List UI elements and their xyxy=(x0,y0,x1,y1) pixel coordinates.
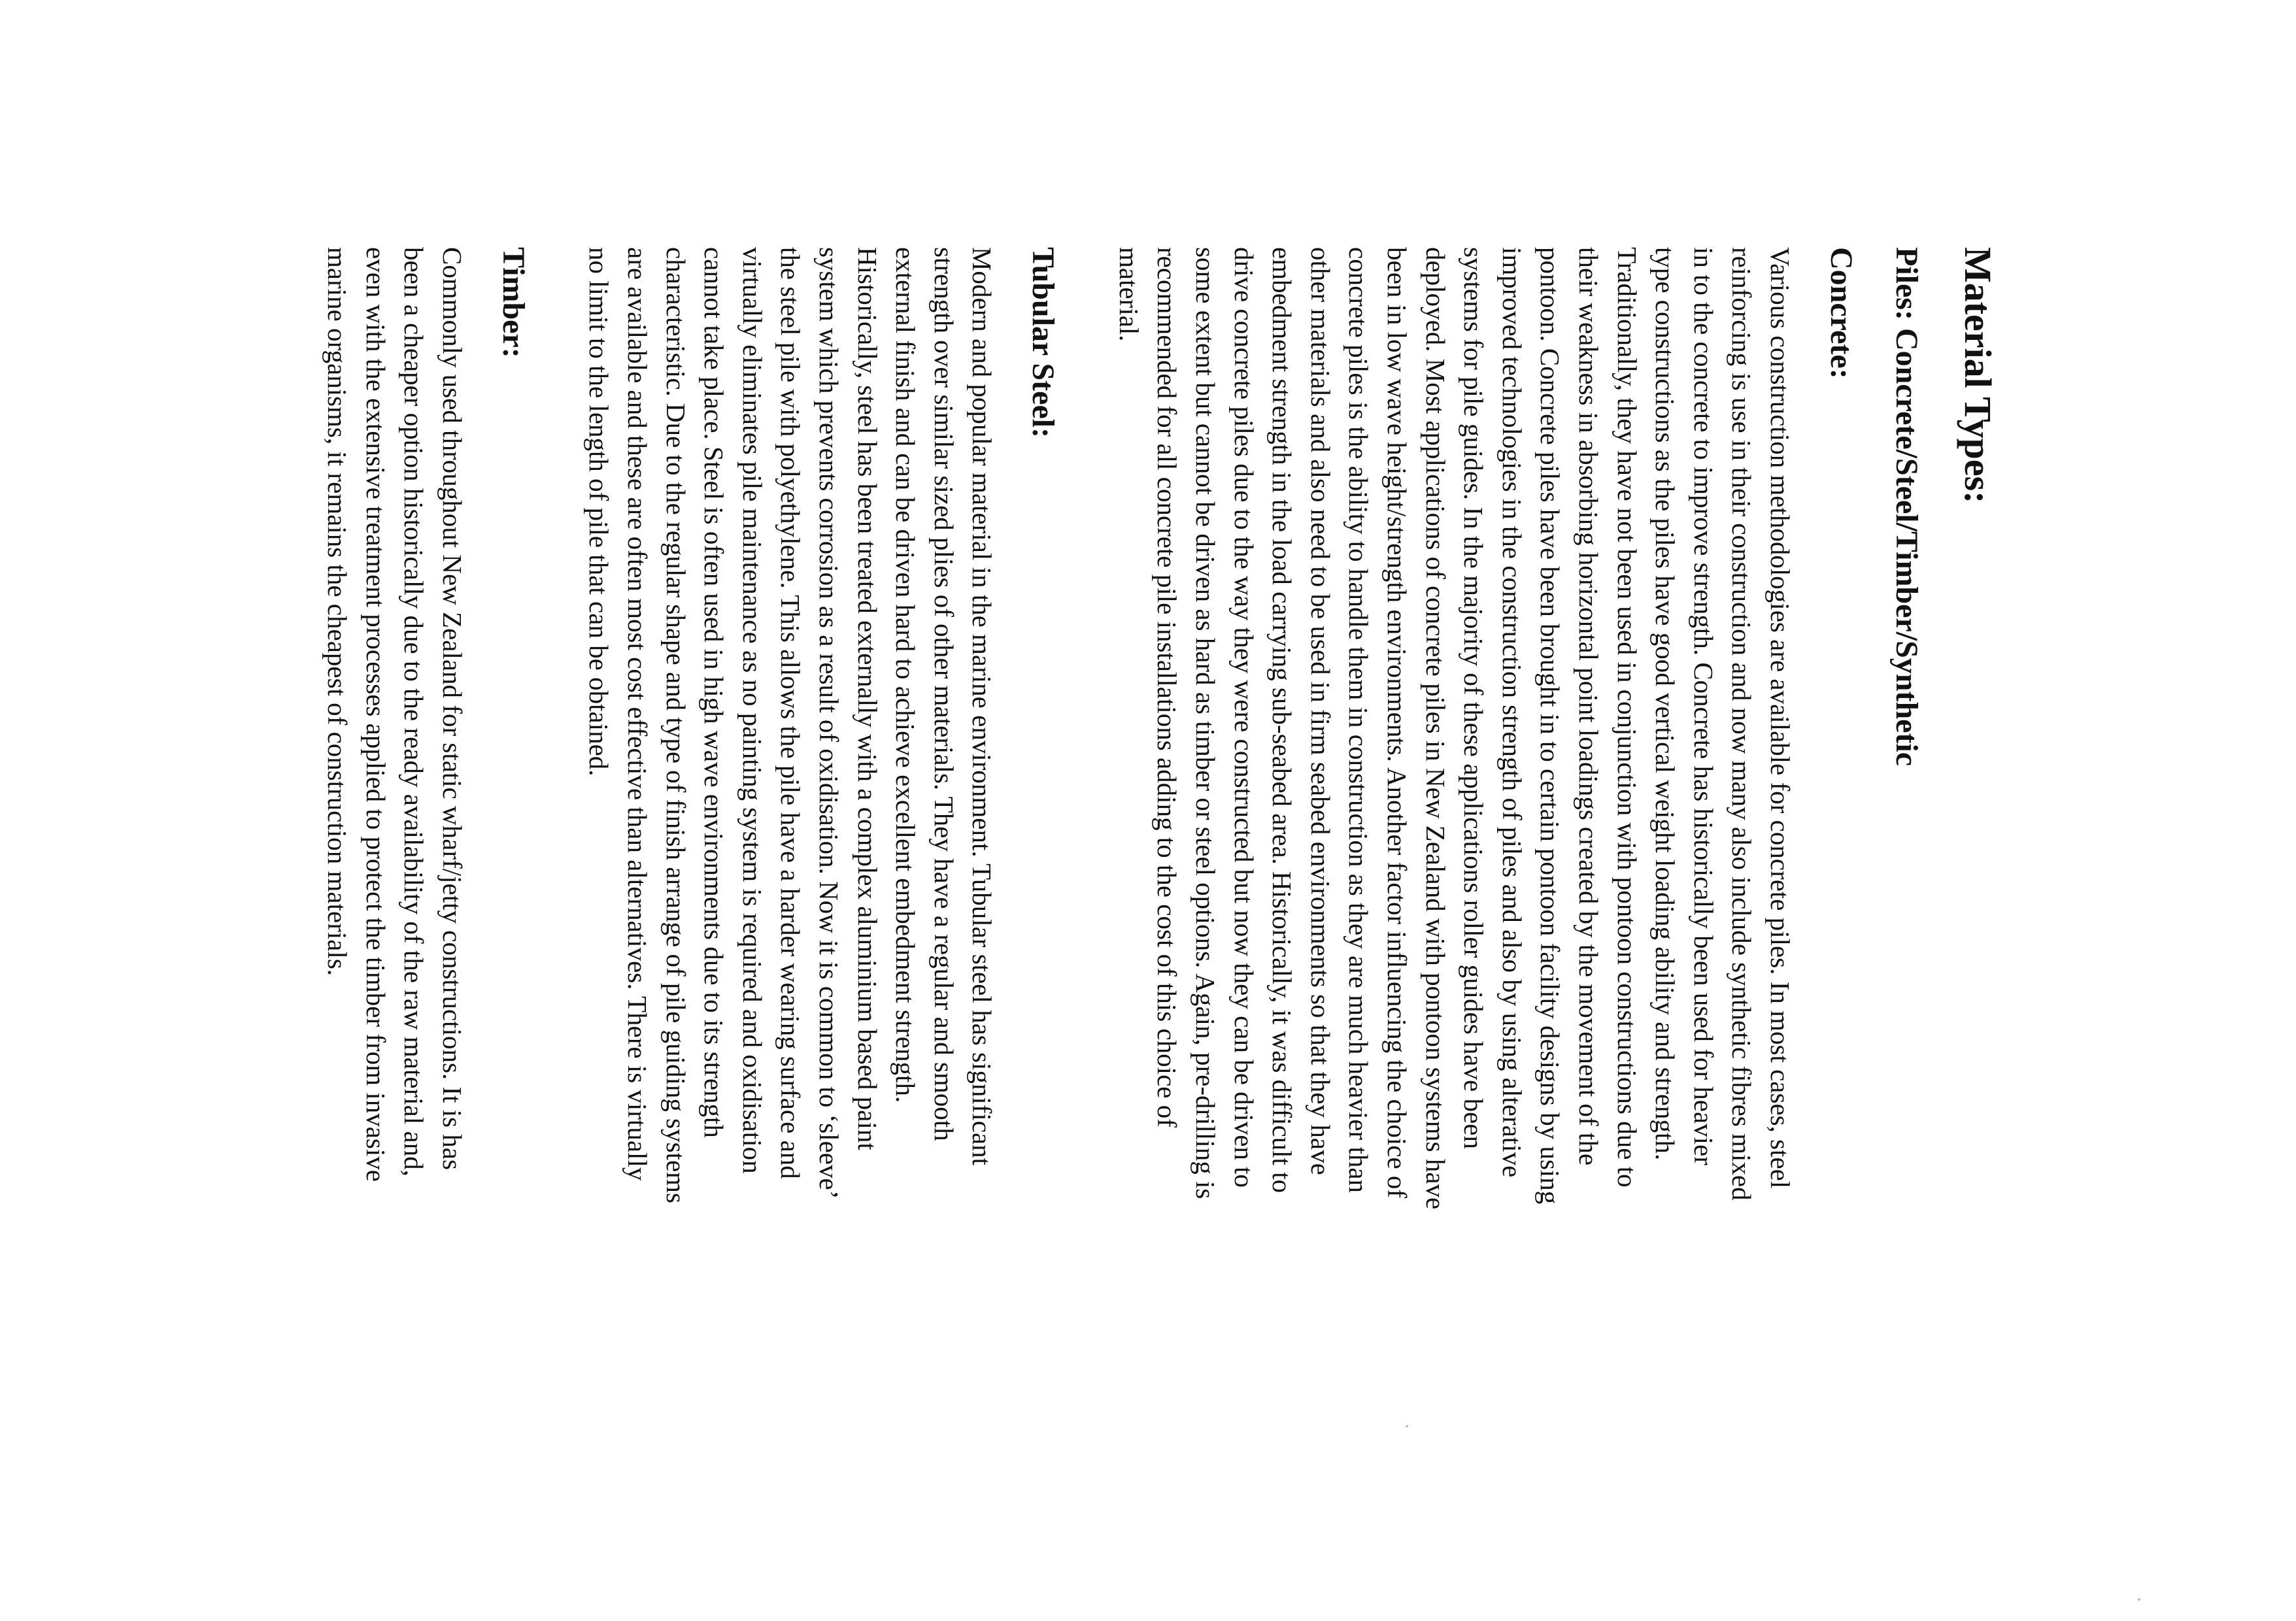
section-body-timber: Commonly used throughout New Zealand for static wharf/jetty constructions. It is has been a cheaper option historically due to the ready availability of the raw material and, even with the extensive treatment processes applied to protect the timber from invasive marine organisms, it remains the cheapest of construction materials. xyxy=(322,247,467,1182)
section-tubular-steel xyxy=(580,247,1063,1476)
section-heading-concrete: Concrete: xyxy=(1824,247,1859,379)
document-title: Material Types: xyxy=(1957,247,1999,504)
document-subtitle: Piles: Concrete/Steel/Timber/Synthetic xyxy=(1889,247,1924,767)
section-timber xyxy=(318,247,532,1476)
section-body-concrete: Various construction methodologies are available for concrete piles. In most cases, steel reinforcing is use in their construction and now many also include synthetic fibres mixed in to the concrete to improve strength. Concrete has historically been used for heavier type constructions as the piles have good vertical weight loading ability and strength. Traditionally, they have not been used in conjunction with pontoon constructions due to their weakness in absorbing horizontal point loadings created by the movement of the pontoon. Concrete piles have been brought in to certain pontoon facility designs by using improved technologies in the construction strength of piles and also by using alterative systems for pile guides. In the majority of these applications roller guides have been deployed. Most applications of concrete piles in New Zealand with pontoon systems have been in low wave height/strength environments. Another factor influencing the choice of concrete piles is the ability to handle them in construction as they are much heavier than other materials and also need to be used in firm seabed environments so that they have embedment strength in the load carrying sub-seabed area. Historically, it was difficult to drive concrete piles due to the way they were constructed but now they can be driven to some extent but cannot be driven as hard as timber or steel options. Again, pre-drilling is recommended for all concrete pile installations adding to the cost of this choice of material. xyxy=(1113,247,1795,1210)
section-heading-timber: Timber: xyxy=(496,247,531,358)
scan-speck xyxy=(2138,1598,2140,1601)
section-body-tubular-steel: Modern and popular material in the marine environment. Tubular steel has significant strength over similar sized plies of other materials. They have a regular and smooth external finish and can be driven hard to achieve excellent embedment strength. Historically, steel has been treated externally with a complex aluminium based paint system which prevents corrosion as a result of oxidisation. Now it is common to ‘sleeve’ the steel pile with polyethylene. This allows the pile have a harder wearing surface and virtually eliminates pile maintenance as no painting system is required and oxidisation cannot take place. Steel is often used in high wave environments due to its strength characteristic. Due to the regular shape and type of finish arrange of pile guiding systems are available and these are often most cost effective than alternatives. There is virtually no limit to the length of pile that can be obtained. xyxy=(584,247,998,1203)
section-concrete xyxy=(1109,247,1861,1476)
rotated-document-page xyxy=(235,247,2001,1476)
section-heading-tubular-steel: Tubular Steel: xyxy=(1026,247,1061,439)
